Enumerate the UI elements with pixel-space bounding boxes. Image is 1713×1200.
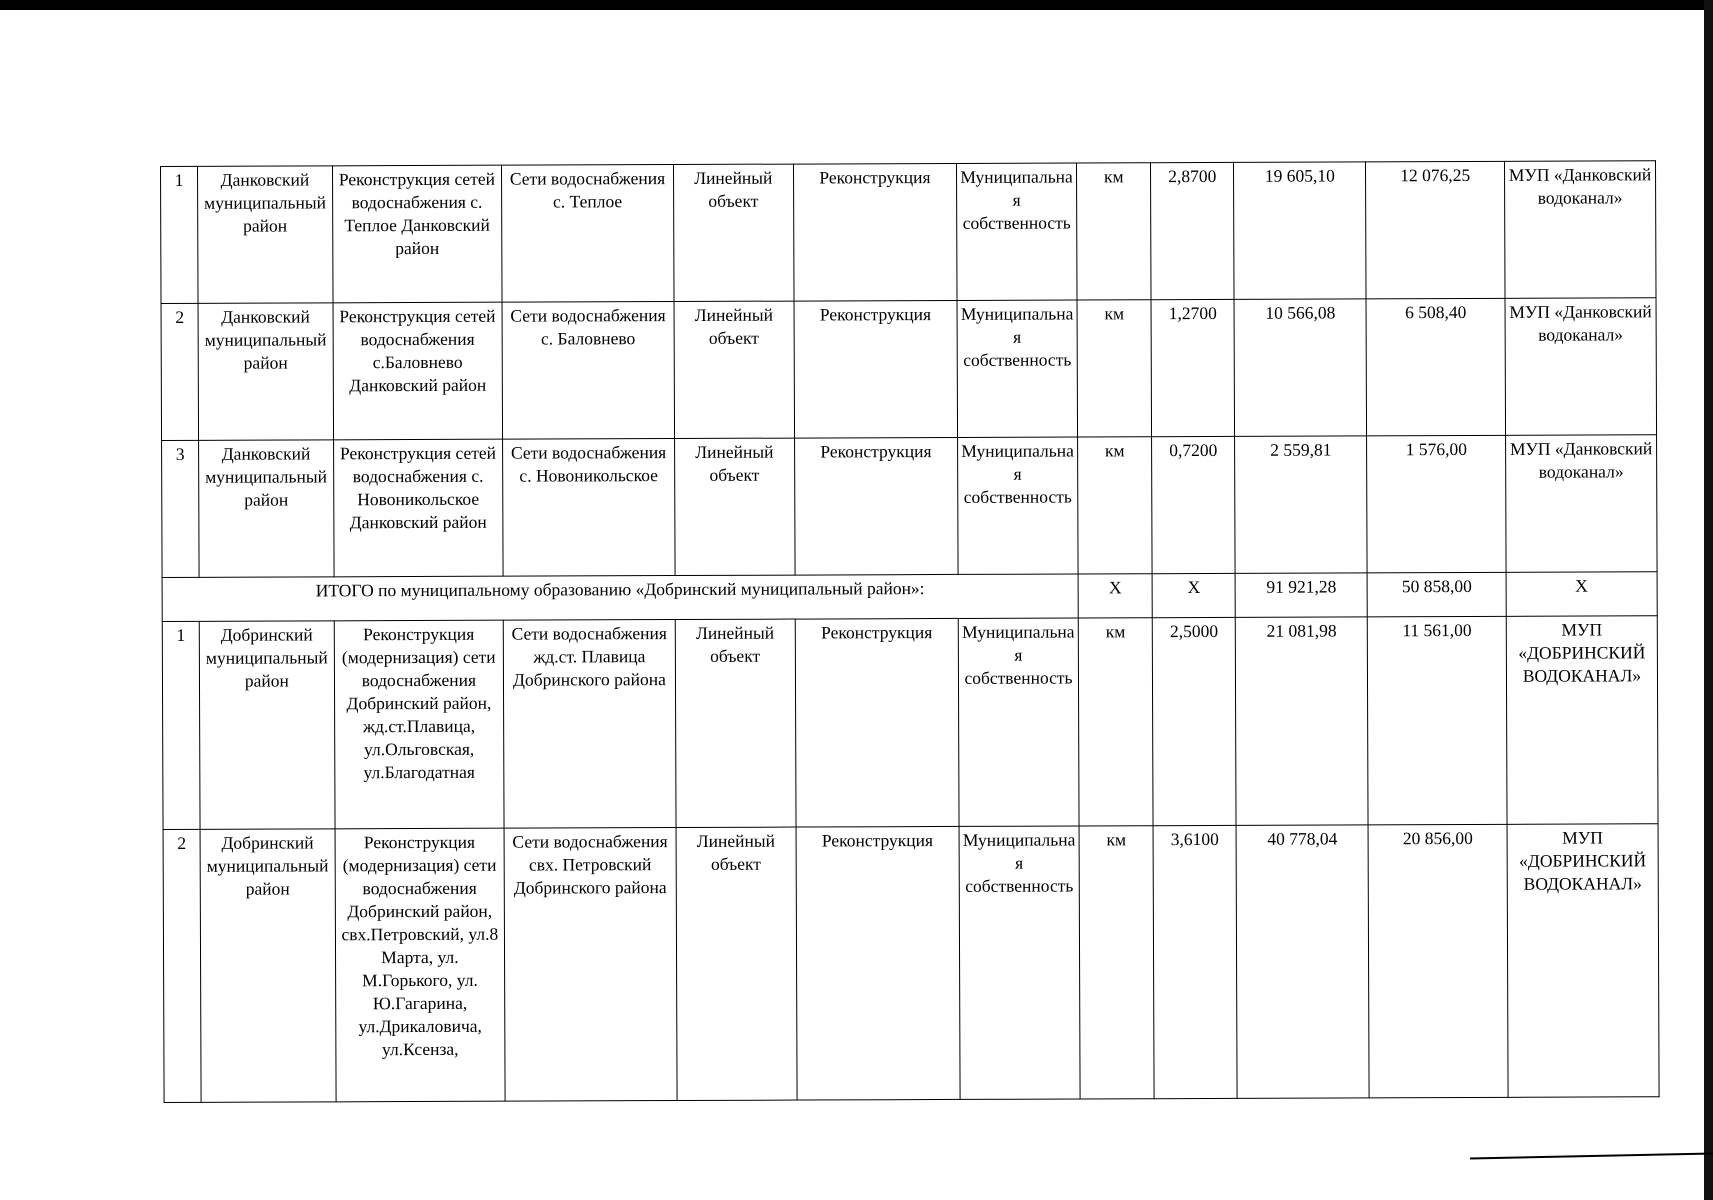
unit-cell: км: [1079, 826, 1154, 1099]
object-cell: Сети водоснабжения свх. Петровский Добринского района: [504, 828, 677, 1102]
total-cost-total-cell: 91 921,28: [1235, 573, 1367, 618]
row-number: 1: [161, 166, 199, 303]
cost-total-cell: 40 778,04: [1236, 825, 1369, 1099]
capacity-cell: 2,8700: [1151, 162, 1234, 299]
cost-total-cell: 2 559,81: [1235, 436, 1368, 574]
total-executor-cell: Х: [1506, 572, 1657, 617]
object-cell: Сети водоснабжения жд.ст. Плавица Добринского района: [503, 620, 675, 829]
table-row: [162, 616, 1658, 830]
object-cell: Сети водоснабжения с. Баловнево: [502, 302, 674, 440]
work-type-cell: Реконструкция: [795, 618, 959, 827]
work-type-cell: Реконструкция: [793, 163, 957, 301]
ownership-cell: Муниципальная собственность: [958, 618, 1079, 826]
document-table-wrapper: [160, 160, 1660, 1103]
scan-border-right: [1704, 0, 1713, 1200]
table-row: [163, 824, 1659, 1103]
ownership-cell: Муниципальная собственность: [957, 300, 1077, 437]
object-type-cell: Линейный объект: [674, 438, 794, 575]
district-cell: Данковский муниципальный район: [198, 303, 333, 441]
ownership-cell: Муниципальная собственность: [957, 163, 1077, 300]
total-unit-cell: Х: [1078, 574, 1153, 618]
capacity-cell: 2,5000: [1153, 617, 1237, 825]
cost-part-cell: 1 576,00: [1367, 435, 1506, 573]
object-cell: Сети водоснабжения с. Новоникольское: [503, 439, 675, 577]
total-capacity-cell: Х: [1152, 573, 1235, 617]
object-type-cell: Линейный объект: [675, 619, 796, 827]
district-cell: Данковский муниципальный район: [198, 166, 333, 304]
ownership-cell: Муниципальная собственность: [959, 826, 1080, 1099]
table-row: [161, 161, 1657, 304]
cost-part-cell: 20 856,00: [1368, 824, 1508, 1098]
row-number: 2: [163, 829, 201, 1102]
unit-cell: км: [1076, 163, 1151, 300]
district-cell: Добринский муниципальный район: [199, 621, 334, 830]
cost-total-cell: 10 566,08: [1234, 299, 1367, 437]
cost-total-cell: 19 605,10: [1234, 162, 1367, 300]
project-name-cell: Реконструкция (модернизация) сети водоснабжения Добринский район, свх.Петровский, ул.8 Марта, ул. М.Горького, ул. Ю.Гагарина, ул.Дрикаловича, ул.Ксенза,: [335, 828, 506, 1102]
executor-cell: МУП «ДОБРИНСКИЙ ВОДОКАНАЛ»: [1507, 824, 1659, 1098]
cost-part-cell: 12 076,25: [1366, 161, 1505, 299]
total-cost-part-cell: 50 858,00: [1368, 572, 1507, 617]
total-row: [162, 572, 1657, 622]
project-name-cell: Реконструкция сетей водоснабжения с. Новоникольское Данковский район: [333, 439, 503, 577]
executor-cell: МУП «Данковский водоканал»: [1504, 161, 1656, 299]
cost-part-cell: 11 561,00: [1368, 616, 1507, 825]
cost-part-cell: 6 508,40: [1366, 298, 1505, 436]
unit-cell: км: [1078, 618, 1153, 826]
investment-program-table: [160, 160, 1660, 1103]
project-name-cell: Реконструкция сетей водоснабжения с. Теплое Данковский район: [332, 165, 502, 303]
project-name-cell: Реконструкция (модернизация) сети водоснабжения Добринский район, жд.ст.Плавица, ул.Ольговская, ул.Благодатная: [334, 620, 504, 829]
object-type-cell: Линейный объект: [676, 827, 797, 1100]
capacity-cell: 0,7200: [1152, 436, 1235, 573]
total-label: ИТОГО по муниципальному образованию «Добринский муниципальный район»:: [162, 574, 1078, 622]
unit-cell: км: [1077, 300, 1152, 437]
cost-total-cell: 21 081,98: [1235, 617, 1368, 826]
row-number: 2: [161, 303, 199, 440]
object-cell: Сети водоснабжения с. Теплое: [502, 165, 674, 303]
district-cell: Данковский муниципальный район: [199, 440, 334, 578]
scan-edge-line: [1470, 1152, 1713, 1159]
row-number: 1: [162, 621, 200, 829]
unit-cell: км: [1078, 437, 1153, 574]
work-type-cell: Реконструкция: [796, 826, 960, 1100]
capacity-cell: 1,2700: [1151, 299, 1234, 436]
project-name-cell: Реконструкция сетей водоснабжения с.Баловнево Данковский район: [333, 302, 503, 440]
executor-cell: МУП «Данковский водоканал»: [1505, 298, 1657, 436]
executor-cell: МУП «Данковский водоканал»: [1506, 435, 1658, 573]
work-type-cell: Реконструкция: [794, 300, 958, 438]
scan-border-top: [0, 0, 1713, 10]
table-row: [162, 435, 1658, 578]
row-number: 3: [162, 440, 200, 577]
object-type-cell: Линейный объект: [673, 164, 793, 301]
capacity-cell: 3,6100: [1153, 825, 1237, 1098]
district-cell: Добринский муниципальный район: [200, 829, 335, 1103]
work-type-cell: Реконструкция: [794, 437, 958, 575]
executor-cell: МУП «ДОБРИНСКИЙ ВОДОКАНАЛ»: [1506, 616, 1658, 825]
ownership-cell: Муниципальная собственность: [958, 437, 1078, 574]
table-row: [161, 298, 1657, 441]
object-type-cell: Линейный объект: [674, 301, 794, 438]
